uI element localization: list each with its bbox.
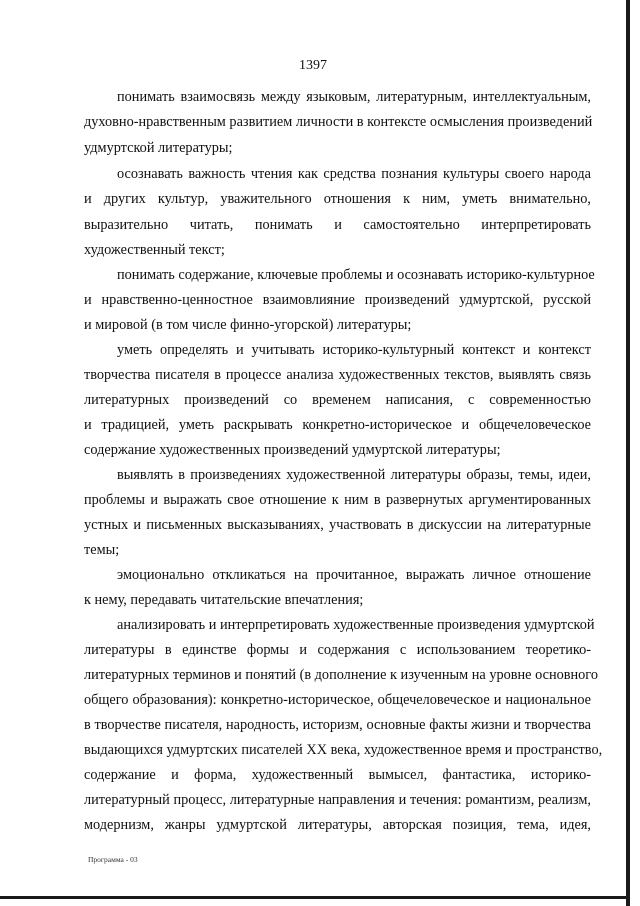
text-line: анализировать и интерпретировать художественные произведения удмуртской [117, 617, 595, 633]
text-line: эмоционально откликаться на прочитанное, выражать личное отношение [117, 567, 591, 583]
text-line: понимать содержание, ключевые проблемы и осознавать историко-культурное [117, 267, 595, 283]
text-line: и мировой (в том числе финно-угорской) литературы; [84, 317, 412, 333]
text-line: выразительно читать, понимать и самостоятельно интерпретировать [84, 217, 591, 233]
text-line: духовно-нравственным развитием личности в контексте осмысления произведений [84, 114, 593, 130]
text-line: содержание и форма, художественный вымысел, фантастика, историко- [84, 767, 591, 783]
text-line: творчества писателя в процессе анализа художественных текстов, выявлять связь [84, 367, 591, 383]
text-line: и других культур, уважительного отношения к ним, уметь внимательно, [84, 191, 591, 207]
text-line: понимать взаимосвязь между языковым, литературным, интеллектуальным, [117, 89, 591, 105]
scan-edge-right [626, 0, 630, 906]
text-line: удмуртской литературы; [84, 140, 233, 156]
text-line: уметь определять и учитывать историко-культурный контекст и контекст [117, 342, 591, 358]
text-line: устных и письменных высказываниях, участвовать в дискуссии на литературные [84, 517, 591, 533]
text-line: темы; [84, 542, 120, 558]
text-line: выявлять в произведениях художественной литературы образы, темы, идеи, [117, 467, 591, 483]
scan-edge-bottom [0, 896, 630, 899]
text-line: литературных терминов и понятий (в дополнение к изученным на уровне основного [84, 667, 598, 683]
text-line: литературы в единстве формы и содержания с использованием теоретико- [84, 642, 591, 658]
text-line: общего образования): конкретно-историческое, общечеловеческое и национальное [84, 692, 591, 708]
page-footer: Программа - 03 [88, 855, 138, 864]
text-line: и нравственно-ценностное взаимовлияние произведений удмуртской, русской [84, 292, 591, 308]
text-line: выдающихся удмуртских писателей XX века, художественное время и пространство, [84, 742, 603, 758]
text-line: модернизм, жанры удмуртской литературы, авторская позиция, тема, идея, [84, 817, 591, 833]
text-line: художественный текст; [84, 242, 225, 258]
text-line: и традицией, уметь раскрывать конкретно-историческое и общечеловеческое [84, 417, 591, 433]
text-line: к нему, передавать читательские впечатления; [84, 592, 364, 608]
text-line: содержание художественных произведений удмуртской литературы; [84, 442, 501, 458]
page-number: 1397 [299, 58, 327, 73]
text-line: проблемы и выражать свое отношение к ним в развернутых аргументированных [84, 492, 591, 508]
text-line: в творчестве писателя, народность, историзм, основные факты жизни и творчества [84, 717, 591, 733]
text-line: литературный процесс, литературные направления и течения: романтизм, реализм, [84, 792, 591, 808]
text-line: осознавать важность чтения как средства познания культуры своего народа [117, 166, 591, 182]
text-line: литературных произведений со временем написания, с современностью [84, 392, 591, 408]
